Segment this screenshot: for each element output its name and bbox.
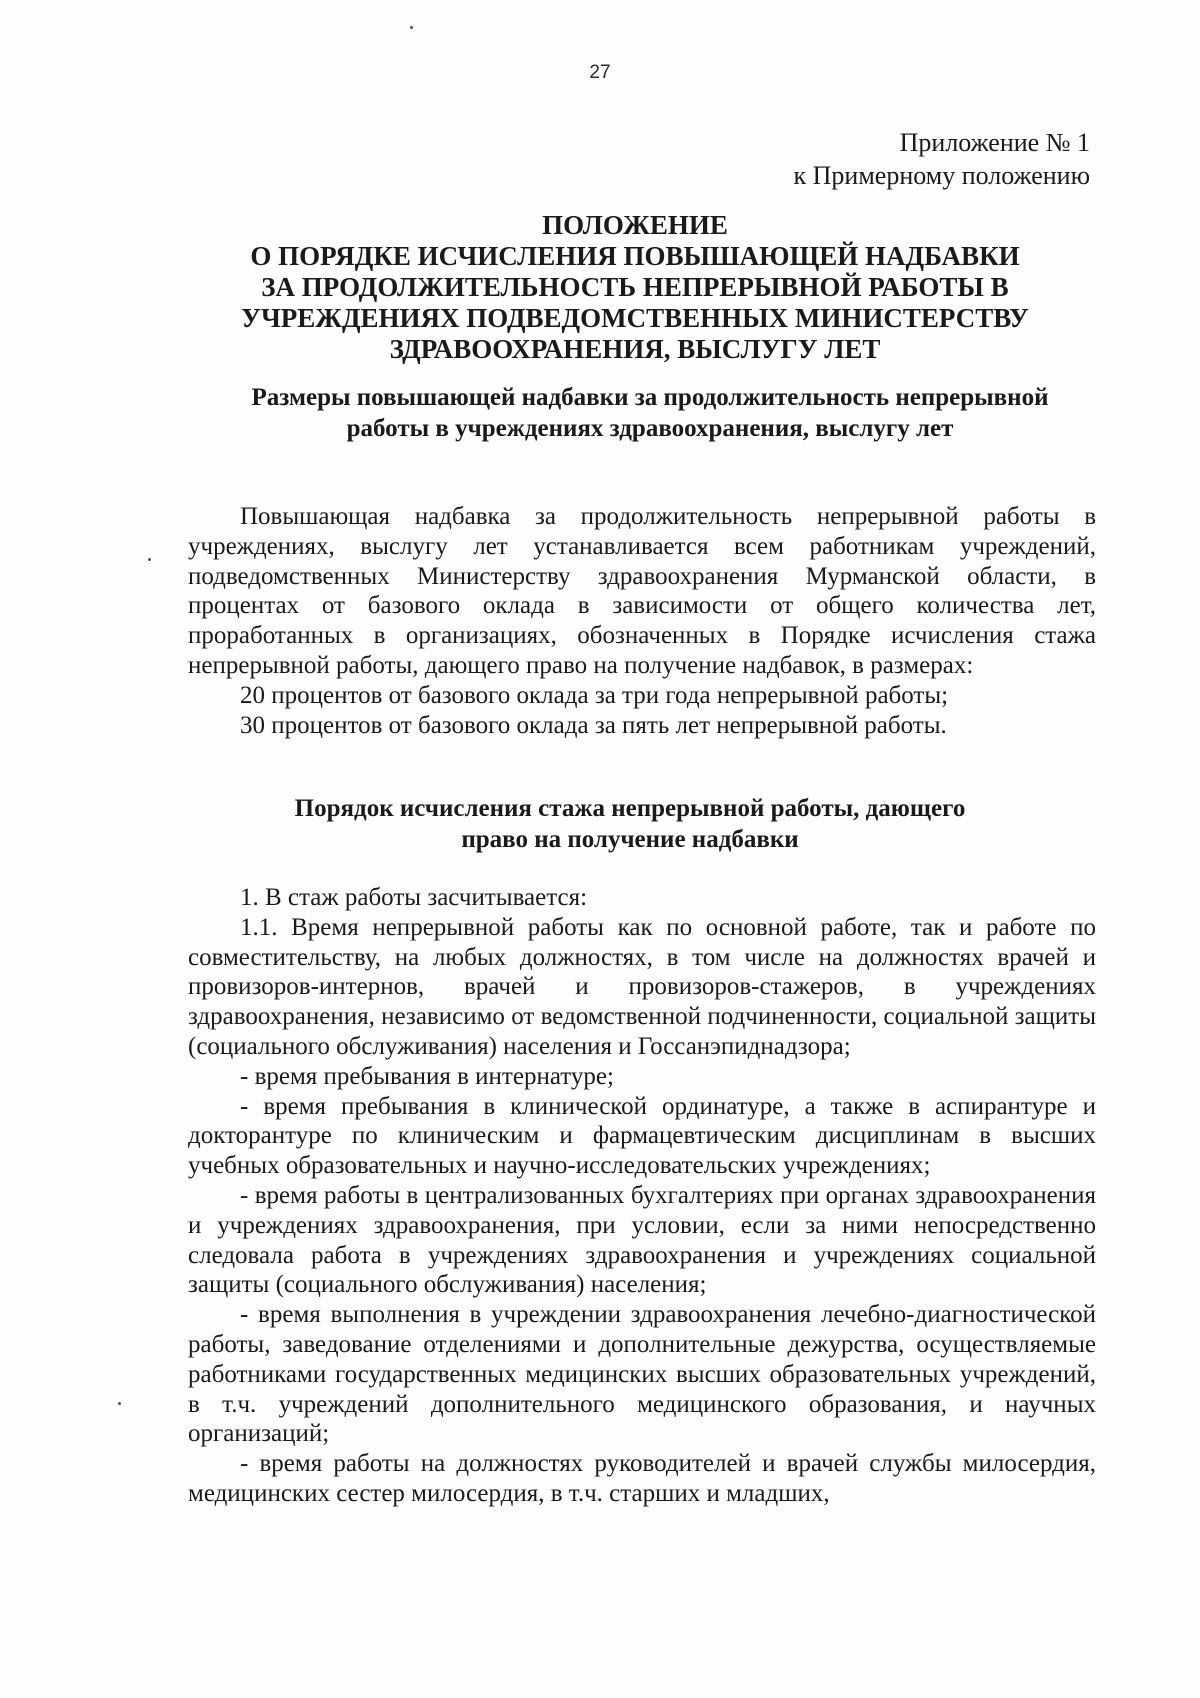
section-body-allowance-sizes (188, 502, 1096, 740)
paragraph: - время работы в централизованных бухгалтериях при органах здравоохранения и учреждениях здравоохранения, при условии, если за ними непосредственно следовала работа в учреждениях здравоохранения и учреждениях социальной защиты (социального обслуживания) населения; (188, 1181, 1096, 1299)
heading-line: Порядок исчисления стажа непрерывной работы, дающего (294, 795, 966, 822)
paragraph: 30 процентов от базового оклада за пять лет непрерывной работы. (240, 711, 947, 739)
appendix-line-1: Приложение № 1 (899, 128, 1090, 157)
scan-speck (118, 1402, 121, 1405)
paragraph: - время пребывания в клинической ординатуре, а также в аспирантуре и докторантуре по клиническим и фармацевтическим дисциплинам в высших учебных образовательных и научно-исследовательских учреждениях; (188, 1092, 1096, 1180)
document-title (240, 210, 1030, 365)
paragraph: 20 процентов от базового оклада за три года непрерывной работы; (240, 681, 949, 709)
appendix-line-2: к Примерному положению (793, 161, 1090, 190)
section-heading-service-calculation (230, 793, 1030, 855)
title-line: О ПОРЯДКЕ ИСЧИСЛЕНИЯ ПОВЫШАЮЩЕЙ НАДБАВКИ (250, 241, 1020, 271)
section-heading-allowance-sizes (200, 382, 1100, 444)
paragraph: - время пребывания в интернатуре; (240, 1062, 614, 1090)
title-line: ПОЛОЖЕНИЕ (542, 210, 728, 240)
scan-speck (410, 26, 413, 29)
paragraph: - время работы на должностях руководителей и врачей службы милосердия, медицинских сестер милосердия, в т.ч. старших и младших, (188, 1450, 1096, 1507)
page-number: 27 (589, 62, 611, 83)
paragraph: 1. В стаж работы засчитывается: (240, 884, 588, 911)
title-line: ЗДРАВООХРАНЕНИЯ, ВЫСЛУГУ ЛЕТ (389, 334, 881, 364)
heading-line: работы в учреждениях здравоохранения, выслугу лет (346, 415, 954, 442)
paragraph: 1.1. Время непрерывной работы как по основной работе, так и работе по совместительству, на любых должностях, в том числе на должностях врачей и провизоров-интернов, врачей и провизоров-стажеров, в учреждениях здравоохранения, независимо от ведомственной подчиненности, социальной защиты (социального обслуживания) населения и Госсанэпиднадзора; (188, 913, 1096, 1060)
heading-line: право на получение надбавки (461, 826, 799, 853)
section-body-service-calculation (188, 883, 1096, 1509)
title-line: ЗА ПРОДОЛЖИТЕЛЬНОСТЬ НЕПРЕРЫВНОЙ РАБОТЫ В (261, 272, 1009, 302)
appendix-reference (794, 126, 1091, 192)
title-line: УЧРЕЖДЕНИЯХ ПОДВЕДОМСТВЕННЫХ МИНИСТЕРСТВУ (241, 303, 1029, 333)
paragraph: Повышающая надбавка за продолжительность непрерывной работы в учреждениях, выслугу лет устанавливается всем работникам учреждений, подведомственных Министерству здравоохранения Мурманской области, в процентах от базового оклада в зависимости от общего количества лет, проработанных в организациях, обозначенных в Порядке исчисления стажа непрерывной работы, дающего право на получение надбавок, в размерах: (188, 503, 1096, 679)
heading-line: Размеры повышающей надбавки за продолжительность непрерывной (251, 384, 1049, 411)
scan-speck (148, 558, 151, 561)
paragraph: - время выполнения в учреждении здравоохранения лечебно-диагностической работы, заведование отделениями и дополнительные дежурства, осуществляемые работниками государственных медицинских высших образовательных учреждений, в т.ч. учреждений дополнительного медицинского образования, и научных организаций; (188, 1301, 1096, 1448)
